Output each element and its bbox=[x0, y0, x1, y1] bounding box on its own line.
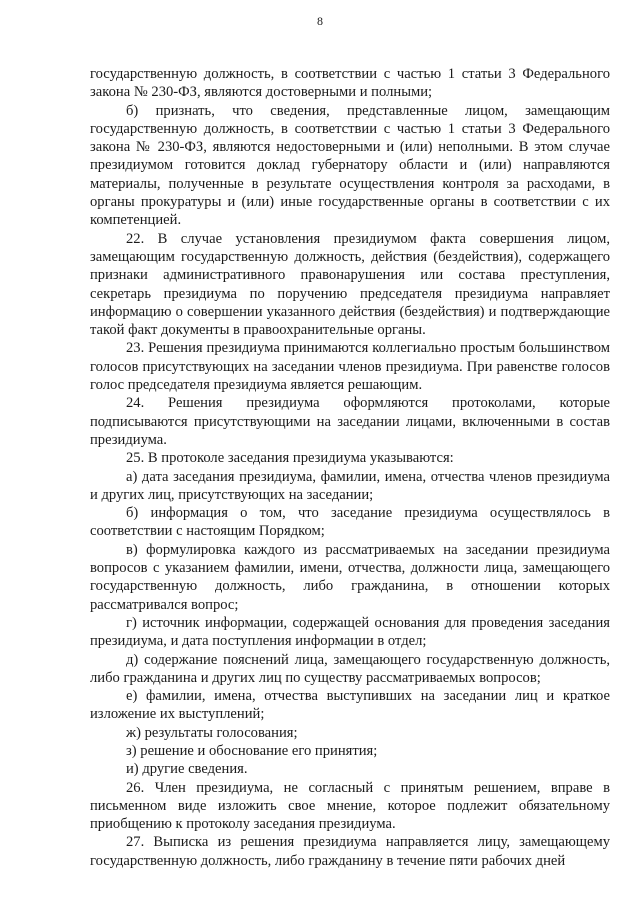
paragraph-27: 27. Выписка из решения президиума направляется лицу, замещающему государственную должность, либо гражданину в течение пяти рабочих дней bbox=[90, 834, 610, 869]
paragraph-24: 24. Решения президиума оформляются протоколами, которые подписываются присутствующими на заседании лицами, включенными в состав президиума. bbox=[90, 395, 610, 448]
document-body bbox=[90, 65, 610, 870]
list-item-i: и) другие сведения. bbox=[126, 761, 248, 778]
list-item-b: б) информация о том, что заседание президиума осуществлялось в соответствии с настоящим Порядком; bbox=[90, 505, 610, 540]
paragraph-22: 22. В случае установления президиумом факта совершения лицом, замещающим государственную должность, действия (бездействия), содержащего признаки административного правонарушения или состава преступления, секретарь президиума по поручению председателя президиума направляет информацию о совершении указанного действия (бездействия) и подтверждающие такой факт документы в правоохранительные органы. bbox=[90, 230, 610, 339]
page-number: 8 bbox=[317, 14, 323, 28]
list-item-z: з) решение и обоснование его принятия; bbox=[126, 742, 378, 759]
paragraph-item-b: б) признать, что сведения, представленные лицом, замещающим государственную должность, в соответствии с частью 1 статьи 3 Федерального закона № 230-ФЗ, являются недостоверными и (или) неполными. В этом случае президиумом готовится доклад губернатору области и (или) направляются материалы, полученные в результате осуществления контроля за расходами, в органы прокуратуры и (или) иные государственные органы в соответствии с их компетенцией. bbox=[90, 102, 610, 229]
list-item-zh: ж) результаты голосования; bbox=[126, 724, 298, 741]
paragraph-23: 23. Решения президиума принимаются коллегиально простым большинством голосов присутствующих на заседании членов президиума. При равенстве голосов голос председателя президиума является решающим. bbox=[90, 340, 610, 394]
paragraph-continuation: государственную должность, в соответствии с частью 1 статьи 3 Федерального закона № 230-ФЗ, являются достоверными и полными; bbox=[90, 66, 610, 101]
list-item-e: е) фамилии, имена, отчества выступивших на заседании лиц и краткое изложение их выступлений; bbox=[90, 688, 610, 723]
paragraph-25: 25. В протоколе заседания президиума указываются: bbox=[126, 450, 454, 467]
list-item-v: в) формулировка каждого из рассматриваемых на заседании президиума вопросов с указанием фамилии, имени, отчества, должности лица, замещающего государственную должность, либо гражданина, в отношении которых рассматривался вопрос; bbox=[90, 541, 610, 613]
list-item-a: а) дата заседания президиума, фамилии, имена, отчества членов президиума и других лиц, присутствующих на заседании; bbox=[90, 468, 610, 503]
list-item-d: д) содержание пояснений лица, замещающего государственную должность, либо гражданина и других лиц по существу рассматриваемых вопросов; bbox=[90, 651, 610, 686]
list-item-g: г) источник информации, содержащей основания для проведения заседания президиума, и дата поступления информации в отдел; bbox=[90, 614, 610, 650]
paragraph-26: 26. Член президиума, не согласный с принятым решением, вправе в письменном виде изложить свое мнение, которое подлежит обязательному приобщению к протоколу заседания президиума. bbox=[90, 779, 610, 833]
